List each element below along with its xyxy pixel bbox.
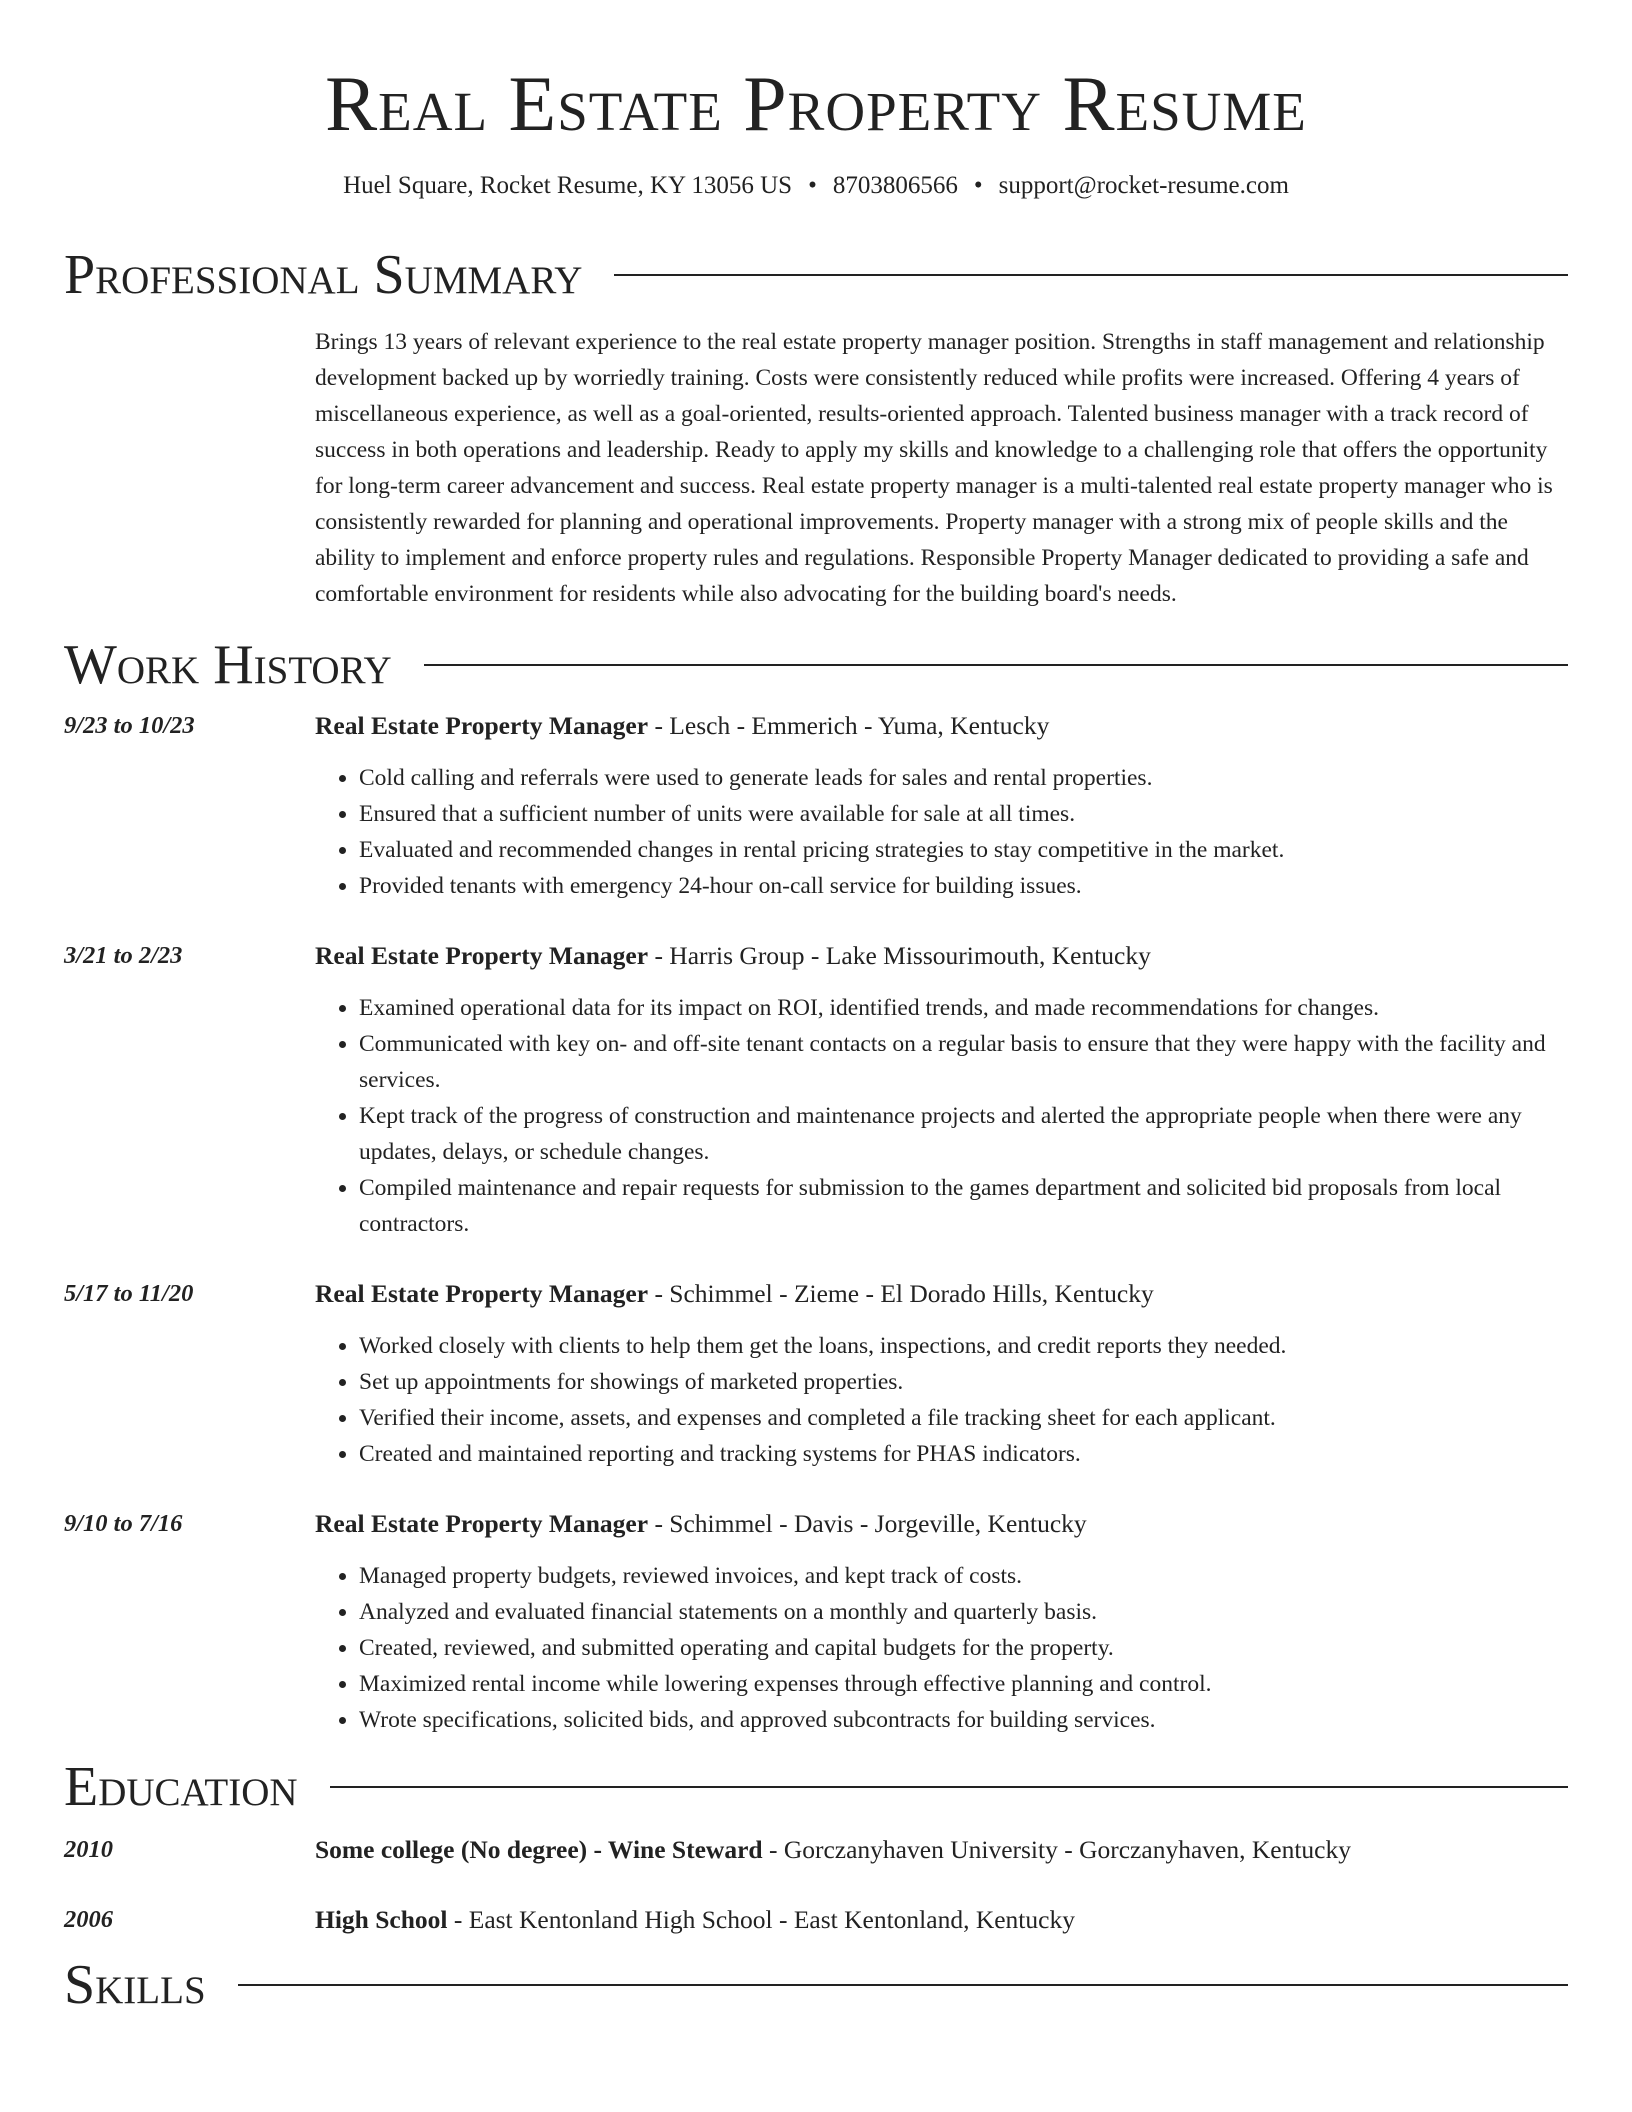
job-entry <box>64 1276 1568 1472</box>
education-entry <box>64 1902 1568 1938</box>
job-bullet: • Wrote specifications, solicited bids, and approved subcontracts for building services. <box>359 1702 1568 1738</box>
summary-text: Brings 13 years of relevant experience to the real estate property manager position. Strengths in staff management and relationship development backed up by worriedly training. Costs were consistently reduced while profits were increased. Offering 4 years of miscellaneous experience, as well as a goal-oriented, results-oriented approach. Talented business manager with a track record of success in both operations and leadership. Ready to apply my skills and knowledge to a challenging role that offers the opportunity for long-term career advancement and success. Real estate property manager is a multi-talented real estate property manager who is consistently rewarded for planning and operational improvements. Property manager with a strong mix of people skills and the ability to implement and enforce property rules and regulations. Responsible Property Manager dedicated to providing a safe and comfortable environment for residents while also advocating for the building board's needs. <box>315 329 1553 607</box>
job-body <box>315 1506 1568 1738</box>
job-bullet: • Maximized rental income while lowering expenses through effective planning and control. <box>359 1666 1568 1702</box>
section-header-summary <box>64 242 1568 308</box>
job-entry <box>64 938 1568 1242</box>
job-heading <box>315 708 1568 744</box>
job-heading <box>315 1506 1568 1542</box>
job-bullet: • Examined operational data for its impact on ROI, identified trends, and made recommendations for changes. <box>359 990 1568 1026</box>
job-body <box>315 938 1568 1242</box>
education-body <box>315 1832 1568 1868</box>
section-title-education: Education <box>64 1756 298 1818</box>
education-school: - East Kentonland High School - East Kentonland, Kentucky <box>447 1905 1075 1934</box>
job-employer: - Lesch - Emmerich - Yuma, Kentucky <box>648 711 1050 740</box>
job-employer: - Schimmel - Zieme - El Dorado Hills, Kentucky <box>648 1279 1154 1308</box>
job-body <box>315 1276 1568 1472</box>
section-divider <box>614 274 1568 276</box>
job-title: Real Estate Property Manager <box>315 941 649 970</box>
section-title-work: Work History <box>64 634 392 696</box>
education-year: 2010 <box>64 1836 113 1863</box>
job-bullet: • Worked closely with clients to help them get the loans, inspections, and credit reports they needed. <box>359 1328 1568 1364</box>
contact-separator: • <box>808 172 817 199</box>
contact-line <box>64 168 1568 204</box>
job-bullet: • Analyzed and evaluated financial statements on a monthly and quarterly basis. <box>359 1594 1568 1630</box>
job-heading <box>315 938 1568 974</box>
section-divider <box>424 664 1568 666</box>
job-bullets <box>315 1558 1568 1738</box>
job-entry <box>64 1506 1568 1738</box>
job-bullet: • Set up appointments for showings of marketed properties. <box>359 1364 1568 1400</box>
section-header-work <box>64 632 1568 698</box>
contact-email: support@rocket-resume.com <box>998 172 1289 199</box>
education-degree: High School <box>315 1905 448 1934</box>
resume-page <box>64 0 1568 2018</box>
education-school: - Gorczanyhaven University - Gorczanyhaven, Kentucky <box>762 1835 1351 1864</box>
job-bullet: • Created and maintained reporting and tracking systems for PHAS indicators. <box>359 1436 1568 1472</box>
section-title-summary: Professional Summary <box>64 244 583 306</box>
section-header-education <box>64 1754 1568 1820</box>
job-title: Real Estate Property Manager <box>315 1509 649 1538</box>
job-dates: 5/17 to 11/20 <box>64 1280 194 1307</box>
section-header-skills <box>64 1952 1568 2018</box>
education-body <box>315 1902 1568 1938</box>
job-bullet: • Provided tenants with emergency 24-hour on-call service for building issues. <box>359 868 1568 904</box>
contact-separator: • <box>973 172 983 199</box>
job-bullet: • Managed property budgets, reviewed invoices, and kept track of costs. <box>359 1558 1568 1594</box>
job-bullet: • Compiled maintenance and repair requests for submission to the games department and solicited bid proposals from local contractors. <box>359 1170 1568 1242</box>
job-bullet: • Verified their income, assets, and expenses and completed a file tracking sheet for each applicant. <box>359 1400 1568 1436</box>
resume-title: Real Estate Property Resume <box>325 60 1307 147</box>
job-bullet: • Communicated with key on- and off-site tenant contacts on a regular basis to ensure that they were happy with the facility and services. <box>359 1026 1568 1098</box>
section-divider <box>330 1786 1568 1788</box>
job-bullet: • Evaluated and recommended changes in rental pricing strategies to stay competitive in the market. <box>359 832 1568 868</box>
job-bullet: • Kept track of the progress of construction and maintenance projects and alerted the appropriate people when there were any updates, delays, or schedule changes. <box>359 1098 1568 1170</box>
section-divider <box>238 1984 1568 1986</box>
job-bullets <box>315 1328 1568 1472</box>
job-bullets <box>315 990 1568 1242</box>
education-degree: Some college (No degree) - Wine Steward <box>315 1835 763 1864</box>
job-dates: 9/10 to 7/16 <box>64 1510 183 1537</box>
education-entry <box>64 1832 1568 1868</box>
job-heading <box>315 1276 1568 1312</box>
job-title: Real Estate Property Manager <box>315 1279 649 1308</box>
job-bullets <box>315 760 1568 904</box>
contact-address: Huel Square, Rocket Resume, KY 13056 US <box>343 172 793 199</box>
job-bullet: • Cold calling and referrals were used to generate leads for sales and rental properties. <box>359 760 1568 796</box>
contact-phone: 8703806566 <box>832 172 958 199</box>
job-dates: 9/23 to 10/23 <box>64 712 195 739</box>
job-title: Real Estate Property Manager <box>315 711 649 740</box>
job-employer: - Schimmel - Davis - Jorgeville, Kentucky <box>648 1509 1087 1538</box>
job-entry <box>64 708 1568 904</box>
job-dates: 3/21 to 2/23 <box>64 942 183 969</box>
education-year: 2006 <box>64 1906 113 1933</box>
job-bullet: • Created, reviewed, and submitted operating and capital budgets for the property. <box>359 1630 1568 1666</box>
job-employer: - Harris Group - Lake Missourimouth, Kentucky <box>648 941 1151 970</box>
section-title-skills: Skills <box>64 1954 206 2016</box>
job-body <box>315 708 1568 904</box>
job-bullet: • Ensured that a sufficient number of units were available for sale at all times. <box>359 796 1568 832</box>
